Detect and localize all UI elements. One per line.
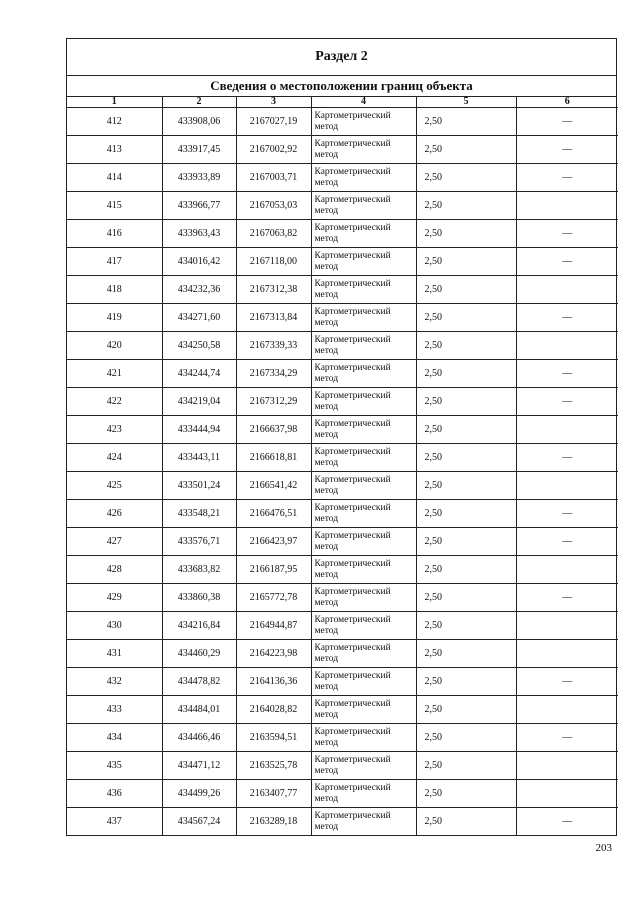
y-coordinate-cell: 2167312,29 (236, 388, 311, 416)
table-row (67, 332, 618, 360)
description-cell (516, 696, 618, 724)
accuracy-cell: 2,50 (416, 612, 516, 640)
accuracy-cell: 2,50 (416, 556, 516, 584)
method-cell: Картометрический метод (311, 472, 416, 500)
point-number-cell: 434 (67, 724, 162, 752)
method-cell: Картометрический метод (311, 192, 416, 220)
x-coordinate-cell: 433966,77 (162, 192, 236, 220)
accuracy-cell: 2,50 (416, 136, 516, 164)
point-number-cell: 413 (67, 136, 162, 164)
method-cell: Картометрический метод (311, 808, 416, 836)
point-number-cell: 430 (67, 612, 162, 640)
x-coordinate-cell: 434219,04 (162, 388, 236, 416)
method-cell: Картометрический метод (311, 304, 416, 332)
table-row (67, 696, 618, 724)
point-number-cell: 436 (67, 780, 162, 808)
table-row (67, 584, 618, 612)
method-cell: Картометрический метод (311, 556, 416, 584)
accuracy-cell: 2,50 (416, 388, 516, 416)
method-cell: Картометрический метод (311, 696, 416, 724)
x-coordinate-cell: 433860,38 (162, 584, 236, 612)
point-number-cell: 422 (67, 388, 162, 416)
method-cell: Картометрический метод (311, 360, 416, 388)
method-cell: Картометрический метод (311, 528, 416, 556)
accuracy-cell: 2,50 (416, 444, 516, 472)
table-row (67, 612, 618, 640)
table-row (67, 808, 618, 836)
point-number-cell: 433 (67, 696, 162, 724)
point-number-cell: 412 (67, 108, 162, 136)
accuracy-cell: 2,50 (416, 332, 516, 360)
table-row (67, 388, 618, 416)
y-coordinate-cell: 2163594,51 (236, 724, 311, 752)
y-coordinate-cell: 2167334,29 (236, 360, 311, 388)
accuracy-cell: 2,50 (416, 276, 516, 304)
table-row (67, 780, 618, 808)
method-cell: Картометрический метод (311, 640, 416, 668)
y-coordinate-cell: 2166187,95 (236, 556, 311, 584)
accuracy-cell: 2,50 (416, 304, 516, 332)
table-row (67, 136, 618, 164)
method-cell: Картометрический метод (311, 276, 416, 304)
method-cell: Картометрический метод (311, 416, 416, 444)
x-coordinate-cell: 434499,26 (162, 780, 236, 808)
accuracy-cell: 2,50 (416, 528, 516, 556)
table-row (67, 416, 618, 444)
x-coordinate-cell: 434567,24 (162, 808, 236, 836)
x-coordinate-cell: 433933,89 (162, 164, 236, 192)
y-coordinate-cell: 2167339,33 (236, 332, 311, 360)
table-row (67, 304, 618, 332)
x-coordinate-cell: 433917,45 (162, 136, 236, 164)
x-coordinate-cell: 433963,43 (162, 220, 236, 248)
y-coordinate-cell: 2167027,19 (236, 108, 311, 136)
table-row (67, 360, 618, 388)
point-number-cell: 416 (67, 220, 162, 248)
x-coordinate-cell: 433548,21 (162, 500, 236, 528)
accuracy-cell: 2,50 (416, 696, 516, 724)
table-row (67, 640, 618, 668)
x-coordinate-cell: 434484,01 (162, 696, 236, 724)
description-cell: — (516, 668, 618, 696)
table-row (67, 500, 618, 528)
accuracy-cell: 2,50 (416, 640, 516, 668)
description-cell (516, 276, 618, 304)
description-cell (516, 640, 618, 668)
method-cell: Картометрический метод (311, 612, 416, 640)
method-cell: Картометрический метод (311, 752, 416, 780)
y-coordinate-cell: 2167312,38 (236, 276, 311, 304)
section-title: Раздел 2 (67, 39, 616, 76)
description-cell: — (516, 136, 618, 164)
y-coordinate-cell: 2166476,51 (236, 500, 311, 528)
x-coordinate-cell: 434466,46 (162, 724, 236, 752)
method-cell: Картометрический метод (311, 164, 416, 192)
y-coordinate-cell: 2164944,87 (236, 612, 311, 640)
document-frame (66, 38, 617, 836)
description-cell: — (516, 220, 618, 248)
y-coordinate-cell: 2166541,42 (236, 472, 311, 500)
y-coordinate-cell: 2167003,71 (236, 164, 311, 192)
method-cell: Картометрический метод (311, 248, 416, 276)
description-cell: — (516, 360, 618, 388)
y-coordinate-cell: 2166618,81 (236, 444, 311, 472)
accuracy-cell: 2,50 (416, 752, 516, 780)
x-coordinate-cell: 434271,60 (162, 304, 236, 332)
table-row (67, 668, 618, 696)
x-coordinate-cell: 434232,36 (162, 276, 236, 304)
description-cell: — (516, 304, 618, 332)
accuracy-cell: 2,50 (416, 416, 516, 444)
table-row (67, 752, 618, 780)
y-coordinate-cell: 2165772,78 (236, 584, 311, 612)
y-coordinate-cell: 2163407,77 (236, 780, 311, 808)
table-row (67, 472, 618, 500)
accuracy-cell: 2,50 (416, 220, 516, 248)
method-cell: Картометрический метод (311, 220, 416, 248)
description-cell (516, 780, 618, 808)
y-coordinate-cell: 2166423,97 (236, 528, 311, 556)
x-coordinate-cell: 434471,12 (162, 752, 236, 780)
description-cell (516, 556, 618, 584)
x-coordinate-cell: 434016,42 (162, 248, 236, 276)
method-cell: Картометрический метод (311, 584, 416, 612)
accuracy-cell: 2,50 (416, 500, 516, 528)
description-cell: — (516, 724, 618, 752)
description-cell (516, 472, 618, 500)
point-number-cell: 414 (67, 164, 162, 192)
method-cell: Картометрический метод (311, 444, 416, 472)
accuracy-cell: 2,50 (416, 108, 516, 136)
x-coordinate-cell: 434216,84 (162, 612, 236, 640)
point-number-cell: 428 (67, 556, 162, 584)
method-cell: Картометрический метод (311, 136, 416, 164)
x-coordinate-cell: 433443,11 (162, 444, 236, 472)
accuracy-cell: 2,50 (416, 360, 516, 388)
description-cell (516, 752, 618, 780)
description-cell: — (516, 584, 618, 612)
method-cell: Картометрический метод (311, 388, 416, 416)
boundary-table (67, 97, 618, 835)
x-coordinate-cell: 433501,24 (162, 472, 236, 500)
point-number-cell: 432 (67, 668, 162, 696)
description-cell (516, 332, 618, 360)
header-col-4: 4 (311, 97, 416, 108)
y-coordinate-cell: 2167053,03 (236, 192, 311, 220)
header-row (67, 97, 618, 108)
point-number-cell: 425 (67, 472, 162, 500)
header-col-1: 1 (67, 97, 162, 108)
page-number: 203 (595, 842, 612, 854)
table-row (67, 108, 618, 136)
table-row (67, 276, 618, 304)
table-row (67, 164, 618, 192)
point-number-cell: 418 (67, 276, 162, 304)
accuracy-cell: 2,50 (416, 668, 516, 696)
point-number-cell: 417 (67, 248, 162, 276)
y-coordinate-cell: 2164223,98 (236, 640, 311, 668)
point-number-cell: 420 (67, 332, 162, 360)
point-number-cell: 424 (67, 444, 162, 472)
header-col-6: 6 (516, 97, 618, 108)
x-coordinate-cell: 434478,82 (162, 668, 236, 696)
header-col-2: 2 (162, 97, 236, 108)
point-number-cell: 423 (67, 416, 162, 444)
y-coordinate-cell: 2167313,84 (236, 304, 311, 332)
description-cell: — (516, 444, 618, 472)
table-body (67, 108, 618, 836)
header-col-3: 3 (236, 97, 311, 108)
accuracy-cell: 2,50 (416, 584, 516, 612)
point-number-cell: 429 (67, 584, 162, 612)
description-cell (516, 612, 618, 640)
point-number-cell: 431 (67, 640, 162, 668)
point-number-cell: 421 (67, 360, 162, 388)
accuracy-cell: 2,50 (416, 808, 516, 836)
accuracy-cell: 2,50 (416, 780, 516, 808)
method-cell: Картометрический метод (311, 500, 416, 528)
description-cell (516, 416, 618, 444)
x-coordinate-cell: 434460,29 (162, 640, 236, 668)
description-cell: — (516, 808, 618, 836)
accuracy-cell: 2,50 (416, 472, 516, 500)
y-coordinate-cell: 2166637,98 (236, 416, 311, 444)
x-coordinate-cell: 433444,94 (162, 416, 236, 444)
description-cell: — (516, 164, 618, 192)
description-cell: — (516, 108, 618, 136)
y-coordinate-cell: 2167002,92 (236, 136, 311, 164)
table-row (67, 220, 618, 248)
table-row (67, 444, 618, 472)
description-cell: — (516, 500, 618, 528)
accuracy-cell: 2,50 (416, 724, 516, 752)
section-subtitle: Сведения о местоположении границ объекта (67, 76, 616, 97)
x-coordinate-cell: 433576,71 (162, 528, 236, 556)
y-coordinate-cell: 2164136,36 (236, 668, 311, 696)
method-cell: Картометрический метод (311, 724, 416, 752)
accuracy-cell: 2,50 (416, 164, 516, 192)
x-coordinate-cell: 434250,58 (162, 332, 236, 360)
table-row (67, 724, 618, 752)
y-coordinate-cell: 2163525,78 (236, 752, 311, 780)
method-cell: Картометрический метод (311, 668, 416, 696)
table-row (67, 528, 618, 556)
description-cell (516, 192, 618, 220)
description-cell: — (516, 528, 618, 556)
method-cell: Картометрический метод (311, 780, 416, 808)
y-coordinate-cell: 2167118,00 (236, 248, 311, 276)
point-number-cell: 437 (67, 808, 162, 836)
y-coordinate-cell: 2164028,82 (236, 696, 311, 724)
method-cell: Картометрический метод (311, 108, 416, 136)
table-row (67, 192, 618, 220)
description-cell: — (516, 248, 618, 276)
point-number-cell: 426 (67, 500, 162, 528)
y-coordinate-cell: 2163289,18 (236, 808, 311, 836)
point-number-cell: 435 (67, 752, 162, 780)
x-coordinate-cell: 433908,06 (162, 108, 236, 136)
accuracy-cell: 2,50 (416, 248, 516, 276)
point-number-cell: 419 (67, 304, 162, 332)
x-coordinate-cell: 433683,82 (162, 556, 236, 584)
table-row (67, 556, 618, 584)
y-coordinate-cell: 2167063,82 (236, 220, 311, 248)
table-row (67, 248, 618, 276)
point-number-cell: 415 (67, 192, 162, 220)
header-col-5: 5 (416, 97, 516, 108)
accuracy-cell: 2,50 (416, 192, 516, 220)
method-cell: Картометрический метод (311, 332, 416, 360)
description-cell: — (516, 388, 618, 416)
x-coordinate-cell: 434244,74 (162, 360, 236, 388)
point-number-cell: 427 (67, 528, 162, 556)
